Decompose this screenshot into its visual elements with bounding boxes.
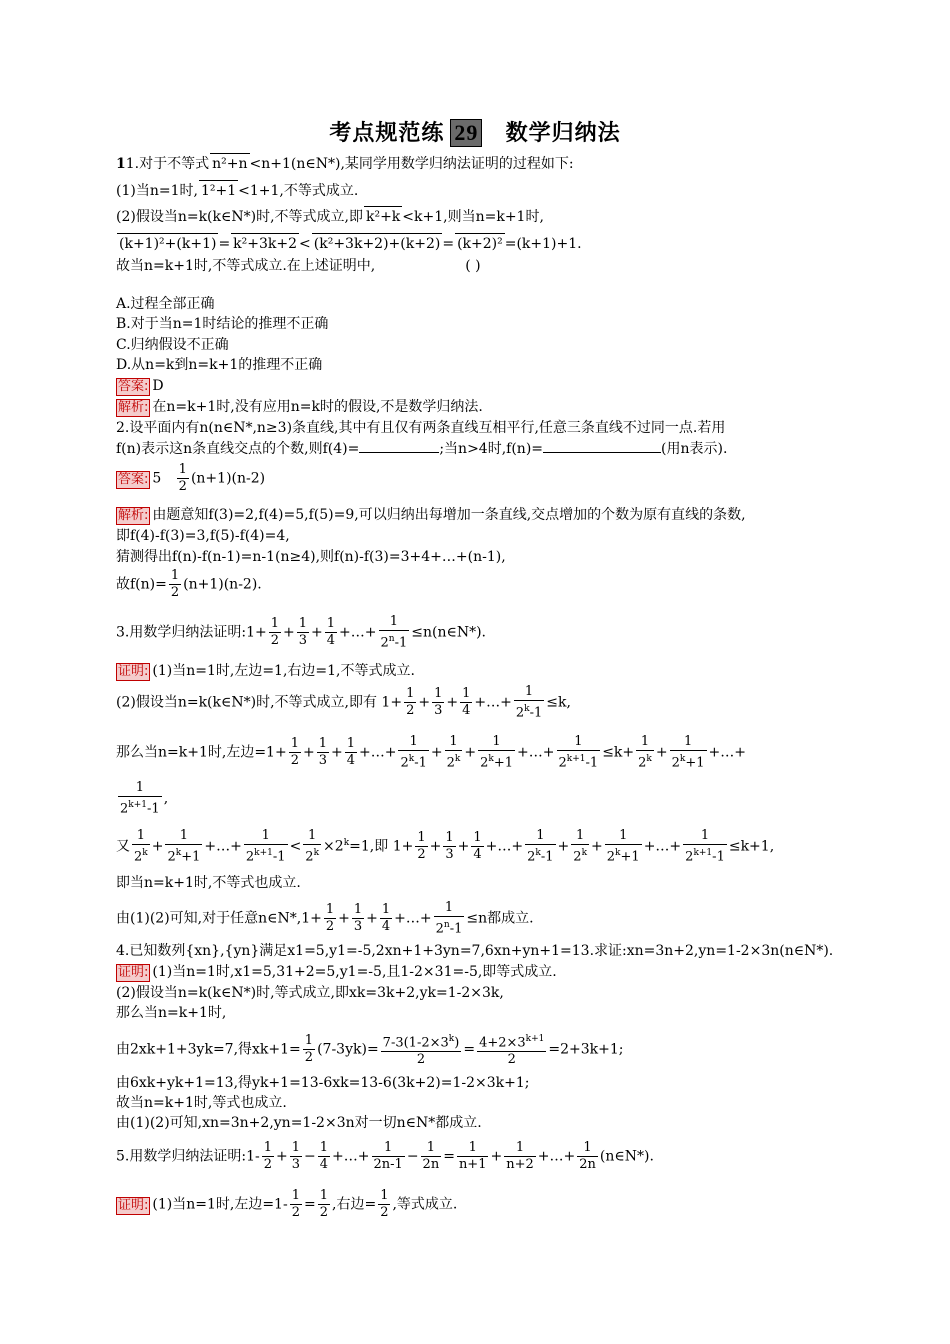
q2-stem-line1: 2.设平面内有n(n∈N*,n≥3)条直线,其中有且仅有两条直线互相平行,任意三条直线不过同一点.若用 — [116, 420, 726, 436]
q3-proof-4: 又 $\frac{1}{2^k}$ + $\frac{1}{2^k+1}$ +…+ $\frac{1}{2^{k+1}-1}$ < $\frac{1}{2^k}$ $\times 2^k=1$,即 1+ $\frac{1}{2}$ + $\frac{1}{3}$ + $\frac{1}{4}$ +…+ $\frac{1}{2^k-1}$ + $\frac{1}{2^k}$ + $\frac{1}{2^k+1}$ +…+ $\frac{1}{2^{k+1}-1}$ ≤k+1, — [116, 828, 775, 865]
q2-analysis-4: 故f(n)= $\frac{1}{2}$ (n+1)(n-2). — [116, 568, 262, 600]
q4-proof-7: 由(1)(2)可知,xn=3n+2,yn=1-2×3n对一切n∈N*都成立. — [116, 1115, 482, 1131]
q3-stem: 3.用数学归纳法证明:1+ $\frac{1}{2}$ + $\frac{1}{3}$ + $\frac{1}{4}$ +…+ $\frac{1}{2^n-1}$ ≤n(n∈N*). — [116, 614, 487, 651]
proof-tag: 证明: — [118, 664, 149, 679]
q3-proof-5: 即当n=k+1时,不等式也成立. — [116, 875, 301, 891]
q1-step2: (2)假设当n=k(k∈N*)时,不等式成立,即 k²+k <k+1,则当n=k+1时, — [116, 206, 544, 227]
q3-proof-3-cont: $\frac{1}{2^{k+1}-1}$ , — [120, 780, 169, 817]
q4-proof-6: 故当n=k+1时,等式也成立. — [116, 1095, 287, 1111]
q2-stem-line2: f(n)表示这n条直线交点的个数,则f(4)= ;当n>4时,f(n)= (用n表示). — [116, 441, 728, 457]
analysis-tag: 解析: — [118, 400, 149, 415]
proof-tag: 证明: — [118, 1197, 149, 1213]
q1-step1: (1)当n=1时, 1²+1 <1+1,不等式成立. — [116, 180, 358, 201]
q3-proof-3: 那么当n=k+1时,左边=1+ $\frac{1}{2}$ + $\frac{1}{3}$ + $\frac{1}{4}$ +…+ $\frac{1}{2^k-1}$ + $\frac{1}{2^k}$ + $\frac{1}{2^k+1}$ +…+ $\frac{1}{2^{k+1}-1}$ ≤k+ $\frac{1}{2^k}$ + $\frac{1}{2^k+1}$ +…+ — [116, 734, 747, 771]
q1-analysis: 解析: 在n=k+1时,没有应用n=k时的假设,不是数学归纳法. — [118, 399, 483, 415]
q3-proof-2: (2)假设当n=k(k∈N*)时,不等式成立,即有 1+ $\frac{1}{2}$ + $\frac{1}{3}$ + $\frac{1}{4}$ +…+ $\frac{1}{2^k-1}$ ≤k, — [116, 684, 571, 721]
page-title: 考点规范练 29 数学归纳法 — [329, 120, 621, 146]
q1-option-c: C.归纳假设不正确 — [116, 337, 229, 353]
q2-analysis-3: 猜测得出f(n)-f(n-1)=n-1(n≥4),则f(n)-f(3)=3+4+…+(n-1), — [116, 549, 506, 565]
q4-proof-1: 证明: (1)当n=1时,x1=5,31+2=5,y1=-5,且1-2×31=-5,即等式成立. — [118, 964, 557, 980]
exercise-number: 29 — [450, 119, 482, 147]
q1-option-d: D.从n=k到n=k+1的推理不正确 — [116, 357, 323, 373]
q3-proof-6: 由(1)(2)可知,对于任意n∈N*,1+ $\frac{1}{2}$ + $\frac{1}{3}$ + $\frac{1}{4}$ +…+ $\frac{1}{2^n-1}$ ≤n都成立. — [116, 900, 534, 937]
answer-tag: 答案: — [118, 379, 149, 394]
q2-answer: 答案: 5 $\frac{1}{2}$ (n+1)(n-2) — [118, 462, 266, 494]
answer-tag: 答案: — [118, 471, 149, 487]
q4-proof-3: 那么当n=k+1时, — [116, 1005, 227, 1021]
q4-stem: 4.已知数列{xn},{yn}满足x1=5,y1=-5,2xn+1+3yn=7,6xn+yn+1=13.求证:xn=3n+2,yn=1-2×3n(n∈N*). — [116, 943, 834, 959]
q4-proof-5: 由6xk+yk+1=13,得yk+1=13-6xk=13-6(3k+2)=1-2×3k+1; — [116, 1075, 530, 1091]
q4-proof-2: (2)假设当n=k(k∈N*)时,等式成立,即xk=3k+2,yk=1-2×3k, — [116, 985, 504, 1001]
q1-option-b: B.对于当n=1时结论的推理不正确 — [116, 316, 329, 332]
q1-conclusion: 故当n=k+1时,不等式成立.在上述证明中, ( ) — [116, 258, 481, 274]
q3-proof-1: 证明: (1)当n=1时,左边=1,右边=1,不等式成立. — [118, 663, 415, 679]
q1-option-a: A.过程全部正确 — [116, 296, 215, 312]
analysis-tag: 解析: — [118, 508, 149, 523]
proof-tag: 证明: — [118, 965, 149, 980]
q1-stem: 11.对于不等式 n²+n <n+1(n∈N*),某同学用数学归纳法证明的过程如下: — [116, 153, 574, 174]
q5-stem: 5.用数学归纳法证明:1- $\frac{1}{2}$ + $\frac{1}{3}$ − $\frac{1}{4}$ +…+ $\frac{1}{2n-1}$ − $\frac{1}{2n}$ = $\frac{1}{n+1}$ + $\frac{1}{n+2}$ +…+ $\frac{1}{2n}$ (n∈N*). — [116, 1140, 654, 1172]
q5-proof-1: 证明: (1)当n=1时,左边=1- $\frac{1}{2}$ = $\frac{1}{2}$ ,右边= $\frac{1}{2}$ ,等式成立. — [118, 1188, 458, 1220]
q1-answer: 答案: D — [118, 378, 164, 394]
q2-analysis-2: 即f(4)-f(3)=3,f(5)-f(4)=4, — [116, 528, 290, 544]
q1-chain: (k+1)²+(k+1) = k²+3k+2 < (k²+3k+2)+(k+2) = (k+2)² =(k+1)+1. — [116, 233, 582, 254]
q2-analysis-1: 解析: 由题意知f(3)=2,f(4)=5,f(5)=9,可以归纳出每增加一条直线,交点增加的个数为原有直线的条数, — [118, 507, 746, 523]
q4-proof-4: 由2xk+1+3yk=7,得xk+1= $\frac{1}{2}$ (7-3yk)= $\frac{7-3(1-2\times 3^k)}{2}$ = $\frac{4+2\times 3^{k+1}}{2}$ =2+3k+1; — [116, 1031, 624, 1068]
